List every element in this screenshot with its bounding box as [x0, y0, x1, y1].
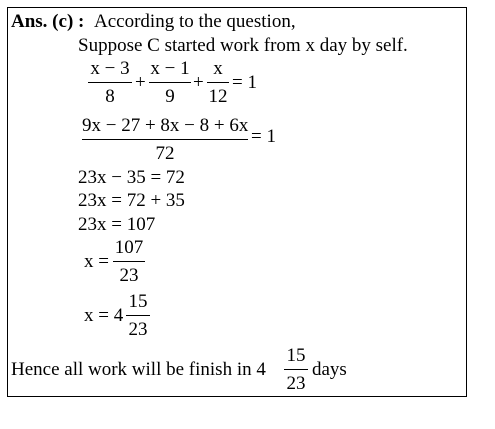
eq1-fraction-2: [149, 58, 191, 108]
step-equation-3: 23x = 107: [78, 214, 156, 235]
eq6-numerator: 107: [114, 237, 144, 258]
eq1-f1-numerator: x − 3: [90, 58, 130, 79]
fraction-bar: [149, 82, 191, 83]
conclusion-unit: days: [312, 359, 347, 380]
eq2-fraction: [82, 115, 248, 165]
fraction-bar: [284, 369, 308, 370]
eq2-rhs: = 1: [251, 126, 276, 147]
eq7-denominator: 23: [128, 319, 148, 340]
conclusion-numerator: 15: [286, 345, 306, 366]
fraction-bar: [126, 315, 150, 316]
conclusion-denominator: 23: [286, 373, 306, 394]
step-equation-1: 23x − 35 = 72: [78, 167, 185, 188]
fraction-bar: [88, 82, 132, 83]
eq2-numerator: 9x − 27 + 8x − 8 + 6x: [82, 115, 249, 136]
eq7-numerator: 15: [128, 291, 148, 312]
eq7-lhs: x = 4: [84, 305, 124, 326]
eq1-f3-denominator: 12: [208, 86, 228, 107]
conclusion-fraction: [284, 345, 308, 395]
eq1-rhs: = 1: [232, 72, 257, 93]
eq2-denominator: 72: [155, 143, 175, 164]
answer-label: Ans. (c) :: [11, 11, 85, 32]
intro-text: According to the question,: [94, 11, 296, 32]
eq1-f1-denominator: 8: [105, 86, 115, 107]
eq1-fraction-1: [88, 58, 132, 108]
eq6-fraction: [113, 237, 145, 287]
fraction-bar: [207, 82, 229, 83]
eq1-fraction-3: [207, 58, 229, 108]
eq6-denominator: 23: [119, 265, 139, 286]
fraction-bar: [113, 261, 145, 262]
answer-box: [7, 7, 467, 397]
eq1-f2-numerator: x − 1: [150, 58, 190, 79]
conclusion-text: Hence all work will be finish in 4: [11, 359, 266, 380]
eq1-plus-1: +: [135, 72, 146, 93]
eq1-f3-numerator: x: [213, 58, 223, 79]
eq1-plus-2: +: [193, 72, 204, 93]
eq7-fraction: [126, 291, 150, 341]
eq1-f2-denominator: 9: [165, 86, 175, 107]
fraction-bar: [82, 139, 248, 140]
assumption-text: Suppose C started work from x day by self.: [78, 35, 408, 56]
step-equation-2: 23x = 72 + 35: [78, 190, 185, 211]
eq6-lhs: x =: [84, 251, 109, 272]
